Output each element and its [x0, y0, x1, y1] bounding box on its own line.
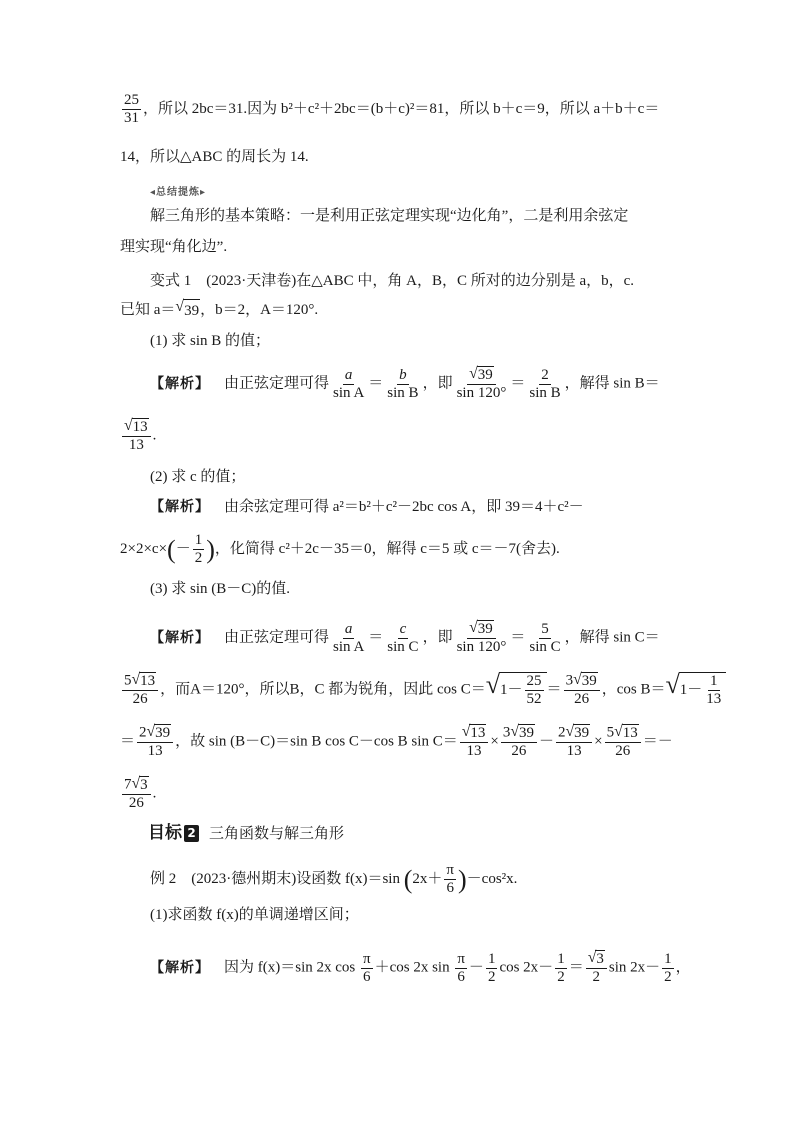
example-2-question-1: (1)求函数 f(x)的单调递增区间；: [150, 907, 359, 923]
variant-statement-2: 已知 a＝ √ 39 ，b＝2，A＝120°.: [120, 299, 318, 322]
question-2: (2) 求 c 的值；: [150, 469, 246, 485]
solution-3-answer: 7 √ 3 26 .: [124, 775, 157, 812]
solution-2-line-2: 2×2×c×(－ $\frac{1}{2}$ )，化简得 c²＋2c－35＝0，解得 c＝5 或 c＝－7(舍去).: [120, 532, 560, 567]
example-2-solution: 【解析】 因为 f(x)＝sin 2x cos $\frac{\pi}{6}$ ＋cos 2x sin $\frac{\pi}{6}$ － $\frac{1}{2}$ cos 2x－ $\frac{1}{2}$ ＝ √ 3 2 sin 2x－ $\frac{1}{2}$ ，: [150, 949, 691, 986]
solution-1-line: 【解析】 由正弦定理可得 $\frac{a}{\text{sin A}}$ ＝ $\frac{b}{\text{sin B}}$ ，即 √ 39 sin 120° ＝ $\frac{2}{\text{sin B}}$ ，解得 sin B＝: [150, 365, 660, 402]
intro-line-2: 14，所以△ABC 的周长为 14.: [120, 149, 309, 165]
solution-3-line-2: 5 √ 13 26 ，而A＝120°，所以B，C 都为锐角，因此 cos C＝ √ 1－ $\frac{25}{52}$ ＝ 3 √ 39 26 ，cos B＝ √ 1－ $\frac{1}{13}$: [120, 672, 726, 709]
goal-heading: [148, 822, 344, 845]
solution-3-line-3: ＝ 2 √ 39 13 ，故 sin (B－C)＝sin B cos C－cos B sin C＝ √ 13 13 × 3 √ 39 26 － 2 √ 39 13 × 5 √ 13 26 ＝－: [120, 723, 673, 760]
summary-label: ◂总结提炼▸: [150, 187, 207, 198]
goal-title: 三角函数与解三角形: [209, 824, 345, 842]
solution-tag: 【解析】: [150, 375, 210, 392]
fraction: $\frac{25}{31}$: [124, 92, 139, 127]
goal-number: 2: [184, 825, 199, 842]
question-3: (3) 求 sin (B－C)的值.: [150, 581, 290, 597]
goal-label: 目标: [148, 823, 182, 843]
summary-text-2: 理实现“角化边”.: [120, 239, 228, 255]
variant-statement-1: 变式 1 (2023·天津卷)在△ABC 中，角 A，B，C 所对的边分别是 a，b，c.: [150, 273, 635, 289]
summary-text-1: 解三角形的基本策略：一是利用正弦定理实现“边化角”，二是利用余弦定: [150, 208, 629, 224]
solution-1-answer: √ 13 13 .: [124, 417, 157, 454]
intro-line-1: $\frac{25}{31}$ ，所以 2bc＝31.因为 b²＋c²＋2bc＝(b＋c)²＝81，所以 b＋c＝9，所以 a＋b＋c＝: [124, 92, 660, 127]
question-1: (1) 求 sin B 的值；: [150, 333, 271, 349]
solution-3-line-1: 【解析】 由正弦定理可得 $\frac{a}{\text{sin A}}$ ＝ $\frac{c}{\text{sin C}}$ ，即 √ 39 sin 120° ＝ $\frac{5}{\text{sin C}}$ ，解得 sin C＝: [150, 619, 660, 656]
sqrt: √ 39: [175, 299, 200, 322]
solution-2-line-1: 【解析】 由余弦定理可得 a²＝b²＋c²－2bc cos A，即 39＝4＋c²－: [150, 499, 584, 515]
example-2-statement: 例 2 (2023·德州期末)设函数 f(x)＝sin (2x＋ $\frac{\pi}{6}$ )－cos²x.: [150, 862, 518, 897]
